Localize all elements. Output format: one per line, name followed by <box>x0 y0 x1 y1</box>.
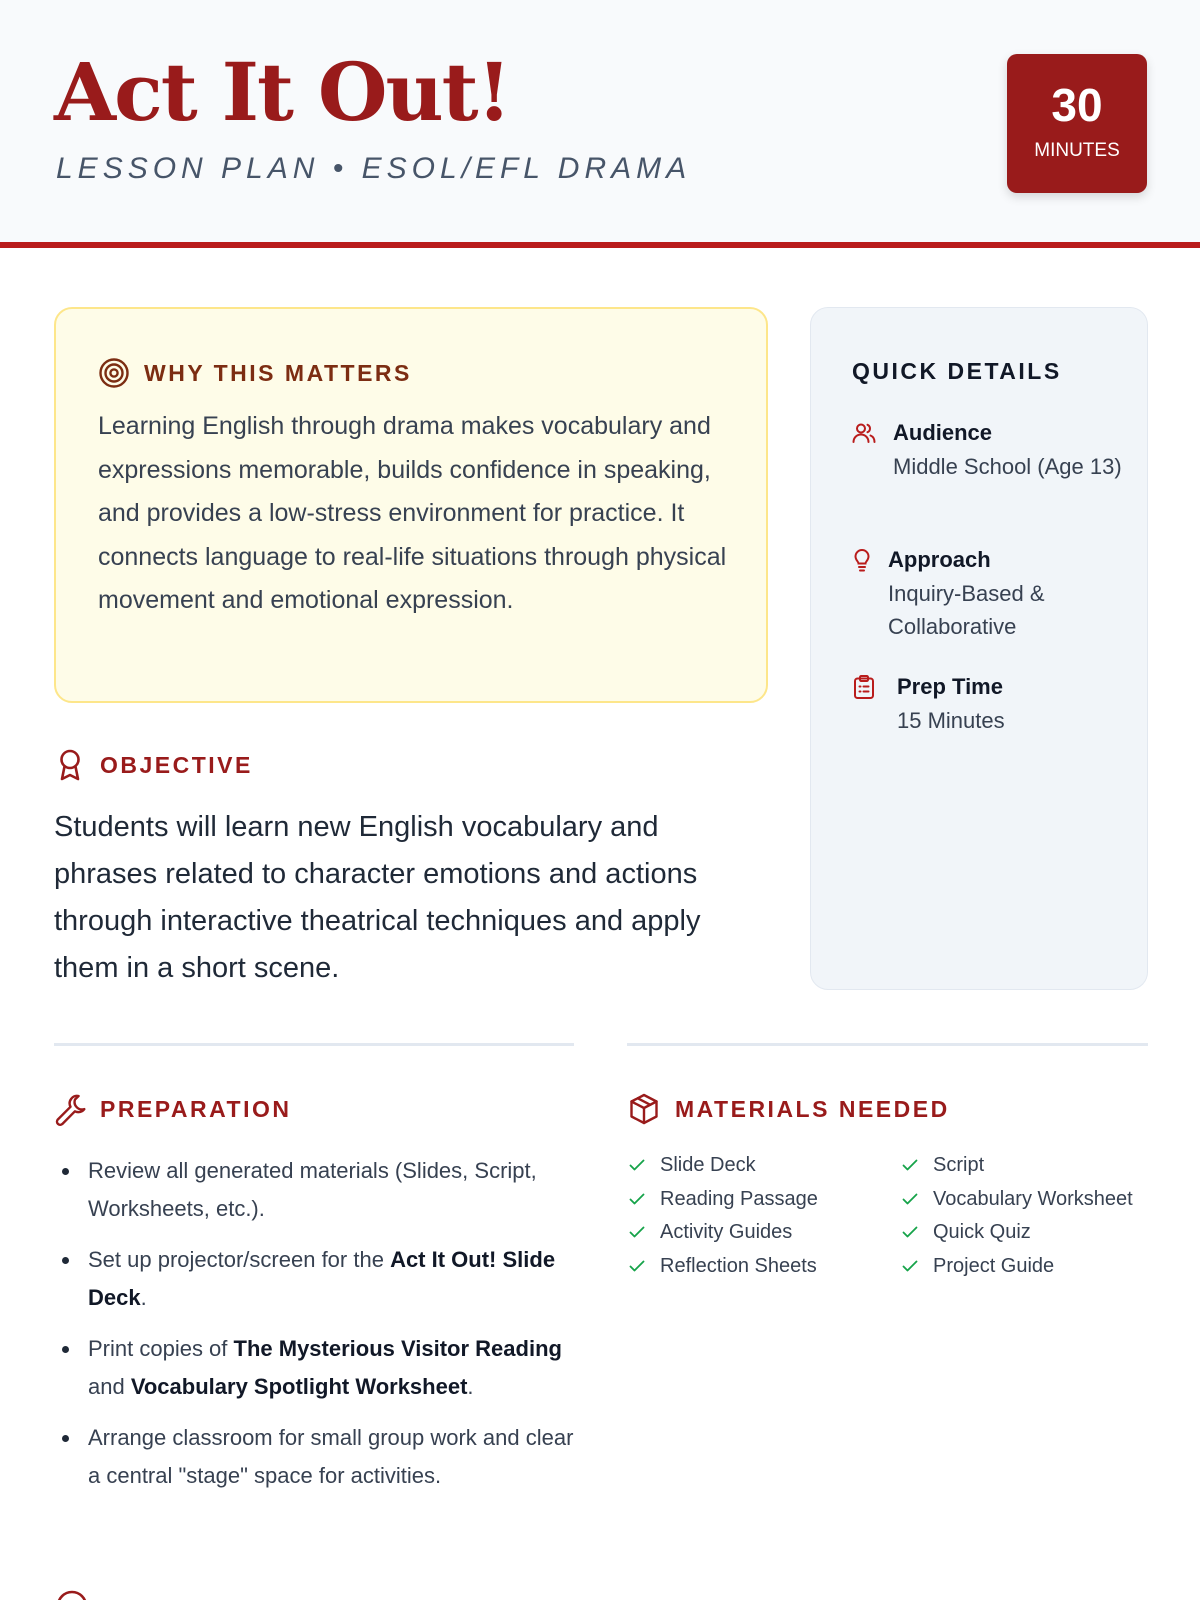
why-body: Learning English through drama makes vocabulary and expressions memorable, builds confidence in speaking, and provides a low-stress environment for practice. It connects language to real-life situations through physical movement and emotional expression. <box>98 412 727 614</box>
text: and <box>88 1374 131 1399</box>
material-item <box>628 1184 901 1215</box>
check-icon <box>901 1257 919 1275</box>
duration-value: 30 <box>1051 79 1103 131</box>
check-icon <box>901 1190 919 1208</box>
why-title: WHY THIS MATTERS <box>144 359 412 386</box>
objective-body: Students will learn new English vocabulary and phrases related to character emotions and actions through interactive theatrical techniques and apply them in a short scene. <box>54 811 701 984</box>
detail-label: Prep Time <box>897 674 1003 699</box>
material-item <box>628 1150 901 1181</box>
duration-badge <box>1007 54 1147 193</box>
material-item <box>901 1150 1148 1181</box>
bold-text: Vocabulary Spotlight Worksheet <box>130 1374 468 1399</box>
check-icon <box>901 1223 919 1241</box>
preparation-list <box>58 1152 578 1508</box>
award-icon <box>54 748 86 782</box>
preparation-title: PREPARATION <box>100 1095 292 1122</box>
material-item <box>628 1251 901 1282</box>
detail-audience <box>851 416 1123 483</box>
duration-unit: MINUTES <box>1034 140 1120 161</box>
preparation-item <box>58 1419 578 1495</box>
bold-text: The Mysterious Visitor Reading <box>233 1336 562 1361</box>
detail-prep-time <box>851 670 1127 737</box>
material-label: Activity Guides <box>660 1221 793 1243</box>
preparation-item <box>58 1330 578 1406</box>
wrench-icon <box>54 1092 88 1126</box>
text: Print copies of <box>88 1336 234 1361</box>
text: . <box>140 1285 147 1310</box>
section-divider <box>627 1043 1148 1046</box>
users-icon <box>851 420 877 446</box>
material-label: Reflection Sheets <box>660 1254 817 1277</box>
quick-details-title: QUICK DETAILS <box>852 358 1062 384</box>
objective-title: OBJECTIVE <box>100 751 253 778</box>
why-heading <box>98 357 412 389</box>
objective-heading <box>54 748 253 782</box>
material-item <box>901 1217 1148 1248</box>
preparation-item <box>58 1152 578 1228</box>
bold-text: Act It Out! Slide Deck <box>88 1247 556 1310</box>
lesson-subtitle: LESSON PLAN • ESOL/EFL DRAMA <box>56 152 692 185</box>
lightbulb-icon <box>851 547 873 573</box>
material-item <box>901 1251 1148 1282</box>
material-label: Quick Quiz <box>933 1221 1031 1243</box>
check-icon <box>628 1156 646 1174</box>
detail-value: Inquiry-Based & Collaborative <box>888 581 1045 639</box>
preparation-item <box>58 1241 578 1317</box>
text: Set up projector/screen for the <box>88 1247 391 1272</box>
materials-grid <box>628 1150 1148 1281</box>
lesson-header <box>0 0 1200 248</box>
material-item <box>628 1217 901 1248</box>
why-this-matters-card <box>54 307 768 703</box>
detail-value: Middle School (Age 13) <box>893 454 1122 479</box>
material-item <box>901 1184 1148 1215</box>
material-label: Script <box>933 1154 985 1176</box>
text: Review all generated materials (Slides, Script, Worksheets, etc.). <box>88 1158 537 1221</box>
section-divider <box>54 1043 574 1046</box>
check-icon <box>628 1223 646 1241</box>
preparation-heading <box>54 1092 292 1126</box>
text: . <box>467 1374 474 1399</box>
material-label: Reading Passage <box>660 1187 818 1210</box>
check-icon <box>901 1156 919 1174</box>
detail-label: Approach <box>888 547 991 572</box>
material-label: Slide Deck <box>660 1154 756 1176</box>
target-icon <box>98 357 130 389</box>
text: Arrange classroom for small group work and clear a central "stage" space for activities. <box>88 1425 574 1488</box>
check-icon <box>628 1257 646 1275</box>
section-icon <box>54 1588 90 1600</box>
clipboard-icon <box>851 674 877 700</box>
quick-details-panel <box>810 307 1148 990</box>
material-label: Vocabulary Worksheet <box>933 1187 1133 1210</box>
package-icon <box>627 1092 661 1126</box>
detail-label: Audience <box>893 420 993 445</box>
materials-heading <box>627 1092 950 1126</box>
materials-title: MATERIALS NEEDED <box>675 1095 950 1122</box>
check-icon <box>628 1190 646 1208</box>
lesson-title: Act It Out! <box>54 45 510 139</box>
detail-approach <box>851 543 1118 643</box>
material-label: Project Guide <box>933 1254 1055 1277</box>
detail-value: 15 Minutes <box>897 708 1005 733</box>
